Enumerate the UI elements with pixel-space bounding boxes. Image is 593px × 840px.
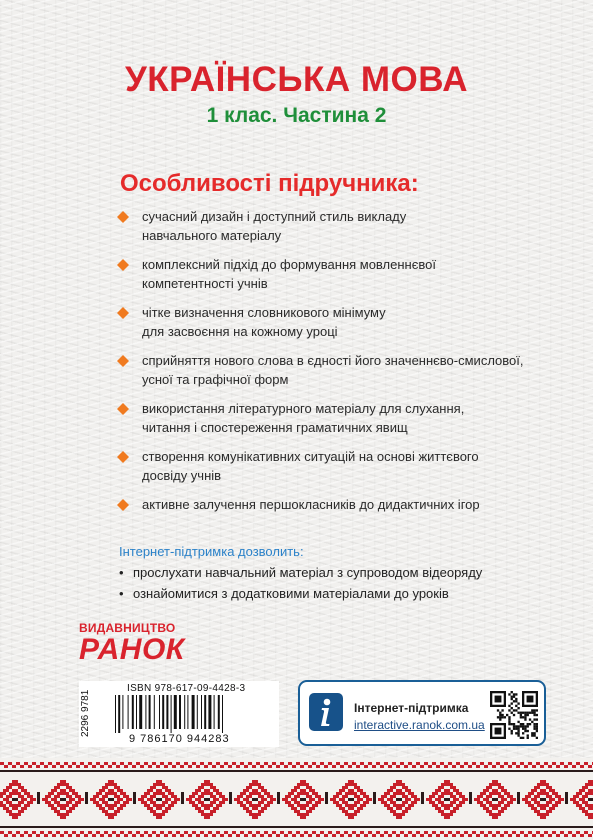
barcode-block — [79, 681, 279, 747]
diamond-bullet-icon — [117, 307, 129, 319]
support-item-text: прослухати навчальний матеріал з супроводом відеоряду — [133, 565, 483, 580]
bullet-dot-icon: • — [119, 586, 124, 601]
info-icon — [309, 693, 343, 731]
support-list-item — [119, 562, 482, 583]
feature-text: сучасний дизайн і доступний стиль викладу навчального матеріалу — [142, 209, 407, 243]
diamond-bullet-icon — [117, 451, 129, 463]
internet-support-box — [298, 680, 546, 746]
feature-text: активне залучення першокласників до дидактичних ігор — [142, 497, 480, 512]
book-subtitle: 1 клас. Частина 2 — [206, 104, 387, 127]
feature-item — [117, 351, 557, 399]
diamond-bullet-icon — [117, 259, 129, 271]
support-list-item — [119, 583, 482, 604]
feature-text: сприйняття нового слова в єдності його значеннєво-смислової, усної та графічної форм — [142, 353, 524, 387]
feature-item — [117, 207, 557, 255]
features-list — [117, 207, 557, 543]
feature-item — [117, 495, 557, 543]
diamond-bullet-icon — [117, 403, 129, 415]
feature-item — [117, 447, 557, 495]
feature-text: створення комунікативних ситуацій на основі життєвого досвіду учнів — [142, 449, 479, 483]
barcode-vertical-code: 2296 9781 — [80, 689, 91, 737]
ean-digits: 9 786170 944283 — [129, 733, 230, 745]
feature-text: чітке визначення словникового мінімуму для засвоєння на кожному уроці — [142, 305, 386, 339]
feature-item — [117, 303, 557, 351]
feature-item — [117, 399, 557, 447]
feature-text: комплексний підхід до формування мовленнєвої компетентності учнів — [142, 257, 436, 291]
diamond-bullet-icon — [117, 211, 129, 223]
support-box-link[interactable]: interactive.ranok.com.ua — [354, 718, 485, 732]
embroidery-ornament-border — [0, 758, 593, 840]
support-item-text: ознайомитися з додатковими матеріалами до уроків — [133, 586, 449, 601]
diamond-bullet-icon — [117, 355, 129, 367]
book-title: УКРАЇНСЬКА МОВА — [124, 60, 469, 99]
barcode-bars — [113, 695, 263, 733]
qr-code-icon — [490, 691, 538, 739]
publisher-name: РАНОК — [79, 633, 185, 666]
support-box-title: Інтернет-підтримка — [354, 701, 469, 715]
internet-support-list — [119, 562, 482, 604]
diamond-bullet-icon — [117, 499, 129, 511]
bullet-dot-icon: • — [119, 565, 124, 580]
internet-support-heading: Інтернет-підтримка дозволить: — [119, 544, 304, 559]
feature-item — [117, 255, 557, 303]
feature-text: використання літературного матеріалу для слухання, читання і спостереження граматичних явищ — [142, 401, 465, 435]
isbn-text: ISBN 978-617-09-4428-3 — [127, 683, 246, 694]
publisher-label: ВИДАВНИЦТВО — [79, 621, 176, 635]
features-heading: Особливості підручника: — [120, 170, 419, 197]
publisher-logo — [79, 622, 185, 665]
